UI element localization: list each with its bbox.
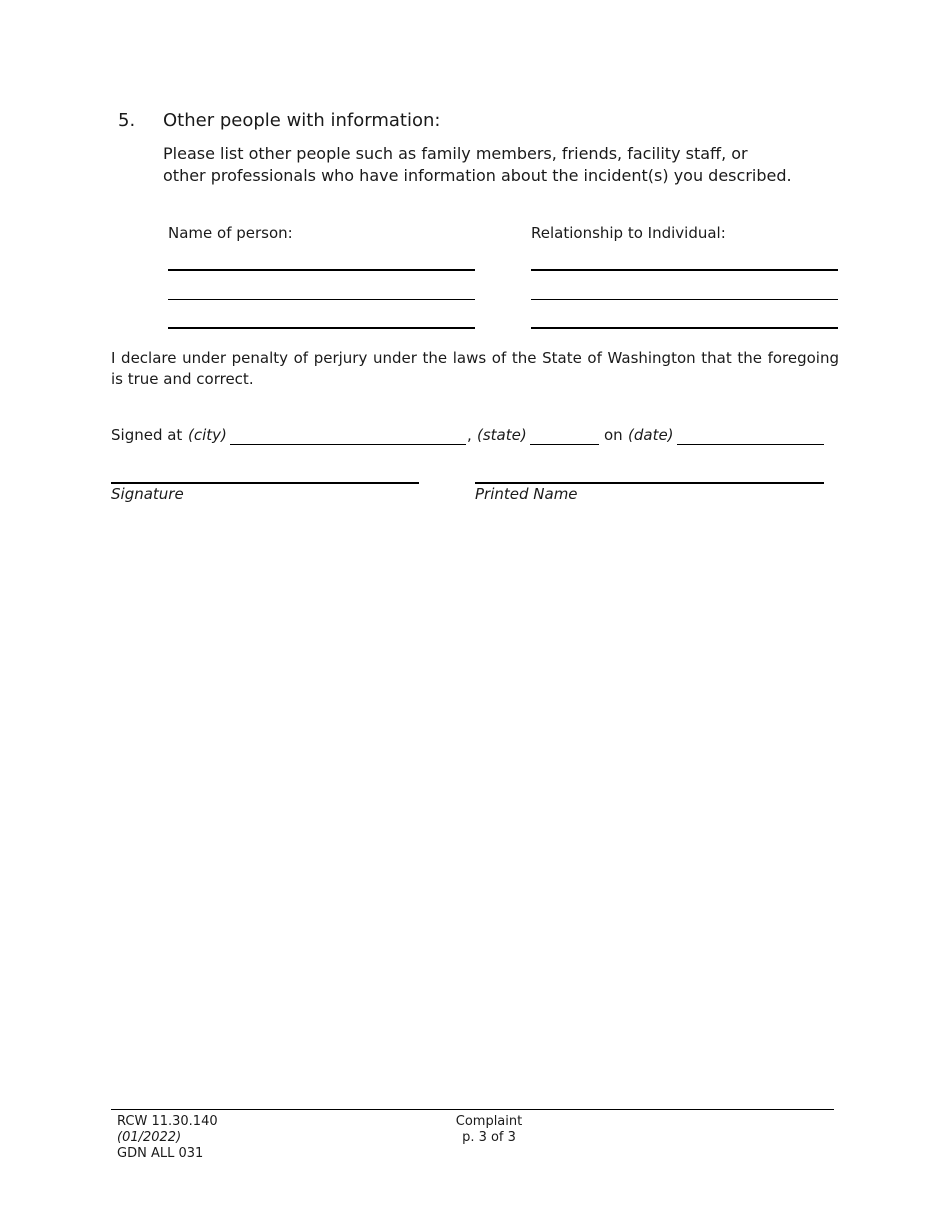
item-title: Other people with information: <box>163 110 441 131</box>
date-label: (date) <box>628 426 674 444</box>
city-field[interactable] <box>230 444 466 445</box>
item-number: 5. <box>118 110 136 131</box>
footer-form-code: GDN ALL 031 <box>117 1146 204 1161</box>
state-field[interactable] <box>530 444 599 445</box>
footer-center <box>438 1114 540 1146</box>
footer-page-number: p. 3 of 3 <box>462 1130 516 1145</box>
perjury-declaration: I declare under penalty of perjury under the laws of the State of Washington that the foregoing is true and correct. <box>111 349 839 388</box>
on-label: on <box>604 426 623 444</box>
signed-at-label: Signed at <box>111 426 183 444</box>
signature-field[interactable] <box>111 482 419 484</box>
date-field[interactable] <box>677 444 824 445</box>
footer-rule <box>111 1109 834 1110</box>
state-label: (state) <box>477 426 527 444</box>
relationship-field-2[interactable] <box>531 299 838 300</box>
name-field-3[interactable] <box>168 327 475 329</box>
relationship-header: Relationship to Individual: <box>531 224 726 242</box>
item-description-line-2: other professionals who have information about the incident(s) you described. <box>163 166 792 185</box>
printed-name-field[interactable] <box>475 482 824 484</box>
signature-label: Signature <box>111 485 184 503</box>
item-description <box>163 143 823 187</box>
relationship-field-3[interactable] <box>531 327 838 329</box>
name-of-person-header: Name of person: <box>168 224 293 242</box>
footer-revision: (01/2022) <box>117 1130 182 1145</box>
printed-name-label: Printed Name <box>475 485 578 503</box>
name-field-2[interactable] <box>168 299 475 300</box>
footer-form-title: Complaint <box>455 1114 523 1129</box>
relationship-field-1[interactable] <box>531 269 838 271</box>
comma-separator: , <box>467 426 472 444</box>
name-field-1[interactable] <box>168 269 475 271</box>
footer-left <box>117 1114 218 1162</box>
item-description-line-1: Please list other people such as family members, friends, facility staff, or <box>163 144 748 163</box>
footer-rcw: RCW 11.30.140 <box>117 1114 218 1129</box>
city-label: (city) <box>188 426 227 444</box>
